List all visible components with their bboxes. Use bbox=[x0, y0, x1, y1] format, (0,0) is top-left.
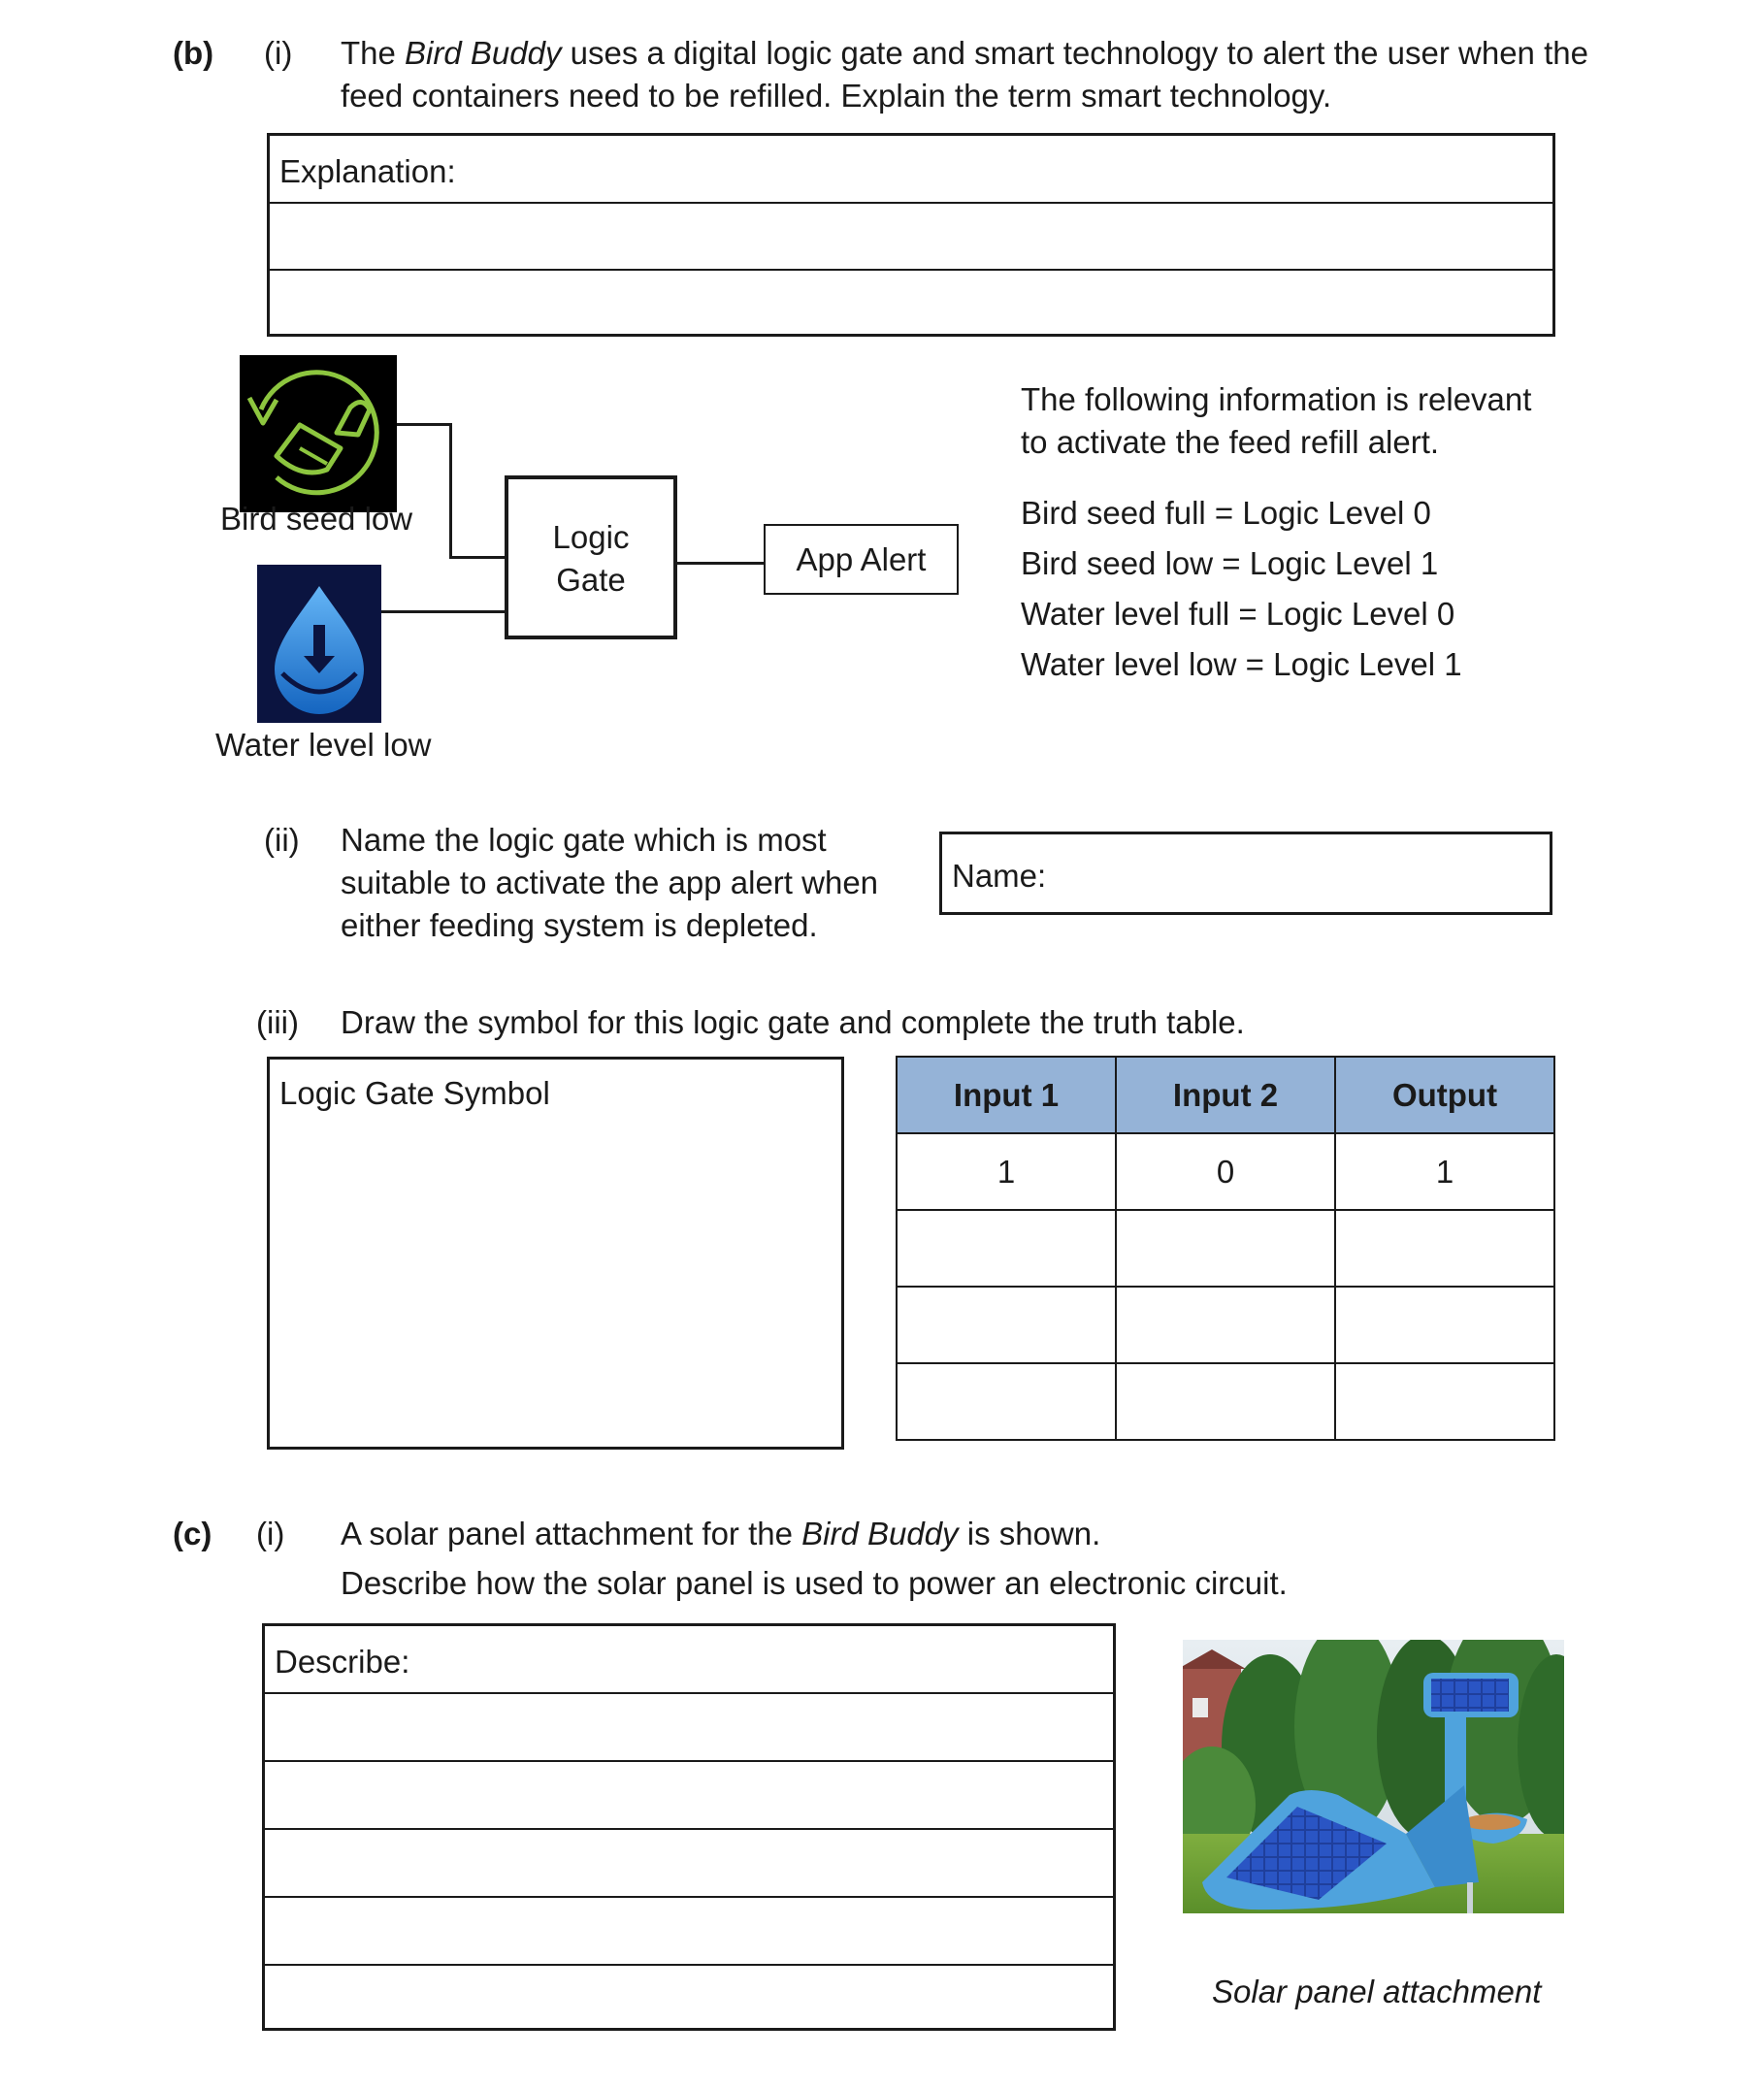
truth-table-cell[interactable] bbox=[1335, 1363, 1554, 1440]
logic-level-item: Water level full = Logic Level 0 bbox=[1021, 596, 1455, 632]
solar-panel-image bbox=[1183, 1640, 1564, 1913]
truth-table-header: Output bbox=[1335, 1057, 1554, 1133]
truth-table-header: Input 2 bbox=[1116, 1057, 1335, 1133]
answer-line bbox=[270, 269, 1552, 271]
question-b-iii-number: (iii) bbox=[256, 1004, 299, 1040]
info-text-line1: The following information is relevant bbox=[1021, 381, 1532, 417]
table-row bbox=[897, 1210, 1554, 1287]
app-alert-box bbox=[764, 524, 959, 595]
explanation-answer-box[interactable] bbox=[267, 133, 1555, 337]
wire bbox=[381, 610, 506, 613]
water-level-icon bbox=[257, 565, 381, 723]
part-b-label: (b) bbox=[173, 35, 214, 71]
question-c-i-number: (i) bbox=[256, 1516, 285, 1551]
truth-table-cell[interactable] bbox=[897, 1363, 1116, 1440]
answer-line bbox=[265, 1760, 1113, 1762]
logic-level-item: Bird seed low = Logic Level 1 bbox=[1021, 545, 1439, 581]
wire bbox=[676, 562, 765, 565]
truth-table-cell[interactable] bbox=[1116, 1363, 1335, 1440]
question-c-i-text-line2: Describe how the solar panel is used to power an electronic circuit. bbox=[341, 1565, 1288, 1601]
bird-seed-icon bbox=[240, 355, 397, 512]
table-row bbox=[897, 1133, 1554, 1210]
logic-gate-label-line1: Logic bbox=[552, 519, 630, 555]
gate-name-answer-box[interactable] bbox=[939, 832, 1552, 915]
answer-line bbox=[265, 1896, 1113, 1898]
explanation-label: Explanation: bbox=[279, 153, 456, 189]
answer-line bbox=[270, 202, 1552, 204]
logic-gate-symbol-label: Logic Gate Symbol bbox=[279, 1075, 550, 1111]
input2-label: Water level low bbox=[215, 727, 432, 763]
logic-gate-symbol-box[interactable] bbox=[267, 1057, 844, 1450]
logic-gate-label-line2: Gate bbox=[556, 562, 626, 598]
describe-answer-box[interactable] bbox=[262, 1623, 1116, 2031]
truth-table-cell[interactable] bbox=[1116, 1287, 1335, 1363]
answer-line bbox=[265, 1964, 1113, 1966]
wire bbox=[449, 556, 506, 559]
app-alert-label: App Alert bbox=[796, 541, 927, 577]
truth-table-cell[interactable] bbox=[1335, 1287, 1554, 1363]
question-b-i-text-line2: feed containers need to be refilled. Explain the term smart technology. bbox=[341, 78, 1332, 114]
part-c-label: (c) bbox=[173, 1516, 212, 1551]
truth-table-cell[interactable] bbox=[1335, 1210, 1554, 1287]
truth-table-cell: 1 bbox=[1335, 1133, 1554, 1210]
solar-panel-caption: Solar panel attachment bbox=[1212, 1974, 1542, 2009]
logic-gate-box bbox=[505, 475, 677, 639]
answer-line bbox=[265, 1828, 1113, 1830]
question-b-iii-text: Draw the symbol for this logic gate and complete the truth table. bbox=[341, 1004, 1245, 1040]
wire bbox=[397, 423, 451, 426]
table-row bbox=[897, 1363, 1554, 1440]
wire bbox=[449, 423, 452, 558]
logic-level-item: Water level low = Logic Level 1 bbox=[1021, 646, 1462, 682]
truth-table-cell[interactable] bbox=[1116, 1210, 1335, 1287]
question-c-i-text-line1: A solar panel attachment for the Bird Buddy is shown. bbox=[341, 1516, 1101, 1551]
question-b-ii-text-line3: either feeding system is depleted. bbox=[341, 907, 818, 943]
question-b-i-number: (i) bbox=[264, 35, 293, 71]
question-b-ii-text-line1: Name the logic gate which is most bbox=[341, 822, 827, 858]
truth-table-cell[interactable] bbox=[897, 1287, 1116, 1363]
info-text-line2: to activate the feed refill alert. bbox=[1021, 424, 1440, 460]
question-b-i-text-line1: The Bird Buddy uses a digital logic gate and smart technology to alert the user when the bbox=[341, 35, 1588, 71]
question-b-ii-text-line2: suitable to activate the app alert when bbox=[341, 865, 879, 900]
question-b-ii-number: (ii) bbox=[264, 822, 300, 858]
truth-table-cell: 0 bbox=[1116, 1133, 1335, 1210]
truth-table bbox=[896, 1056, 1555, 1441]
name-label: Name: bbox=[952, 858, 1047, 894]
truth-table-header: Input 1 bbox=[897, 1057, 1116, 1133]
answer-line bbox=[265, 1692, 1113, 1694]
truth-table-cell[interactable] bbox=[897, 1210, 1116, 1287]
logic-level-item: Bird seed full = Logic Level 0 bbox=[1021, 495, 1431, 531]
truth-table-cell: 1 bbox=[897, 1133, 1116, 1210]
describe-label: Describe: bbox=[275, 1644, 410, 1680]
input1-label: Bird seed low bbox=[220, 501, 413, 537]
table-row bbox=[897, 1287, 1554, 1363]
